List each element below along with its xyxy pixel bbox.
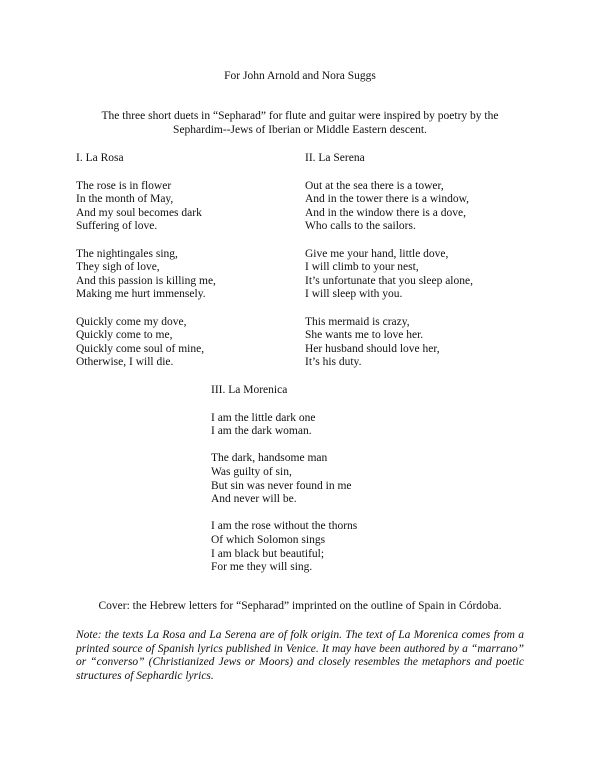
poem-line: Quickly come my dove, (76, 315, 187, 328)
poem-line: For me they will sing. (211, 561, 313, 574)
cover-caption: Cover: the Hebrew letters for “Sepharad” imprinted on the outline of Spain in Córdoba. (98, 600, 502, 612)
intro-paragraph: The three short duets in “Sepharad” for flute and guitar were inspired by poetry by the Sephardim--Jews of Iberian or Middle Eastern descent. (101, 110, 499, 136)
stanza (76, 248, 286, 302)
stanza (305, 248, 525, 302)
poem-line: And in the window there is a dove, (305, 206, 466, 219)
stanza (211, 452, 431, 506)
poem-title-la-morenica: III. La Morenica (211, 384, 288, 396)
poem-line: In the month of May, (76, 193, 174, 206)
poem-line: They sigh of love, (76, 261, 160, 274)
poem-line: Was guilty of sin, (211, 465, 292, 478)
poem-line: But sin was never found in me (211, 479, 352, 492)
poem-line: This mermaid is crazy, (305, 315, 410, 328)
poem-line: And in the tower there is a window, (305, 193, 470, 206)
stanza (211, 412, 431, 439)
poem-line: I will sleep with you. (305, 288, 403, 301)
poem-la-morenica (211, 384, 431, 588)
note-paragraph: Note: the texts La Rosa and La Serena are of folk origin. The text of La Morenica comes from a printed source of Spanish lyrics published in Venice. It may have been authored by a “marrano” or “converso” (Christianized Jews or Moors) and closely resembles the metaphors and poetic structures of Sephardic lyrics. (76, 629, 524, 682)
poem-line: I will climb to your nest, (305, 261, 419, 274)
poem-line: Suffering of love. (76, 220, 158, 233)
poem-la-rosa (76, 152, 286, 384)
poem-line: Out at the sea there is a tower, (305, 179, 444, 192)
poem-line: Give me your hand, little dove, (305, 247, 449, 260)
stanza (76, 316, 286, 370)
poem-line: And this passion is killing me, (76, 274, 216, 287)
poem-line: She wants me to love her. (305, 329, 424, 342)
poem-line: Her husband should love her, (305, 342, 440, 355)
poem-line: Otherwise, I will die. (76, 356, 174, 369)
poem-line: The dark, handsome man (211, 452, 328, 465)
stanza (211, 520, 431, 574)
dedication: For John Arnold and Nora Suggs (224, 70, 376, 82)
stanza (76, 180, 286, 234)
poem-la-serena (305, 152, 525, 384)
poem-line: It’s unfortunate that you sleep alone, (305, 274, 473, 287)
poem-title-la-rosa: I. La Rosa (76, 152, 124, 164)
poem-line: I am the rose without the thorns (211, 520, 358, 533)
poem-line: Of which Solomon sings (211, 533, 326, 546)
poem-line: I am the little dark one (211, 411, 316, 424)
poem-line: The nightingales sing, (76, 247, 178, 260)
stanza (305, 180, 525, 234)
poem-line: Making me hurt immensely. (76, 288, 206, 301)
poem-line: I am black but beautiful; (211, 547, 325, 560)
poem-line: The rose is in flower (76, 179, 172, 192)
poem-line: Quickly come to me, (76, 329, 173, 342)
poem-line: I am the dark woman. (211, 425, 312, 438)
poem-line: Who calls to the sailors. (305, 220, 416, 233)
poem-line: It’s his duty. (305, 356, 362, 369)
stanza (305, 316, 525, 370)
poem-line: Quickly come soul of mine, (76, 342, 205, 355)
poem-line: And never will be. (211, 493, 297, 506)
poem-line: And my soul becomes dark (76, 206, 202, 219)
poem-title-la-serena: II. La Serena (305, 152, 365, 164)
